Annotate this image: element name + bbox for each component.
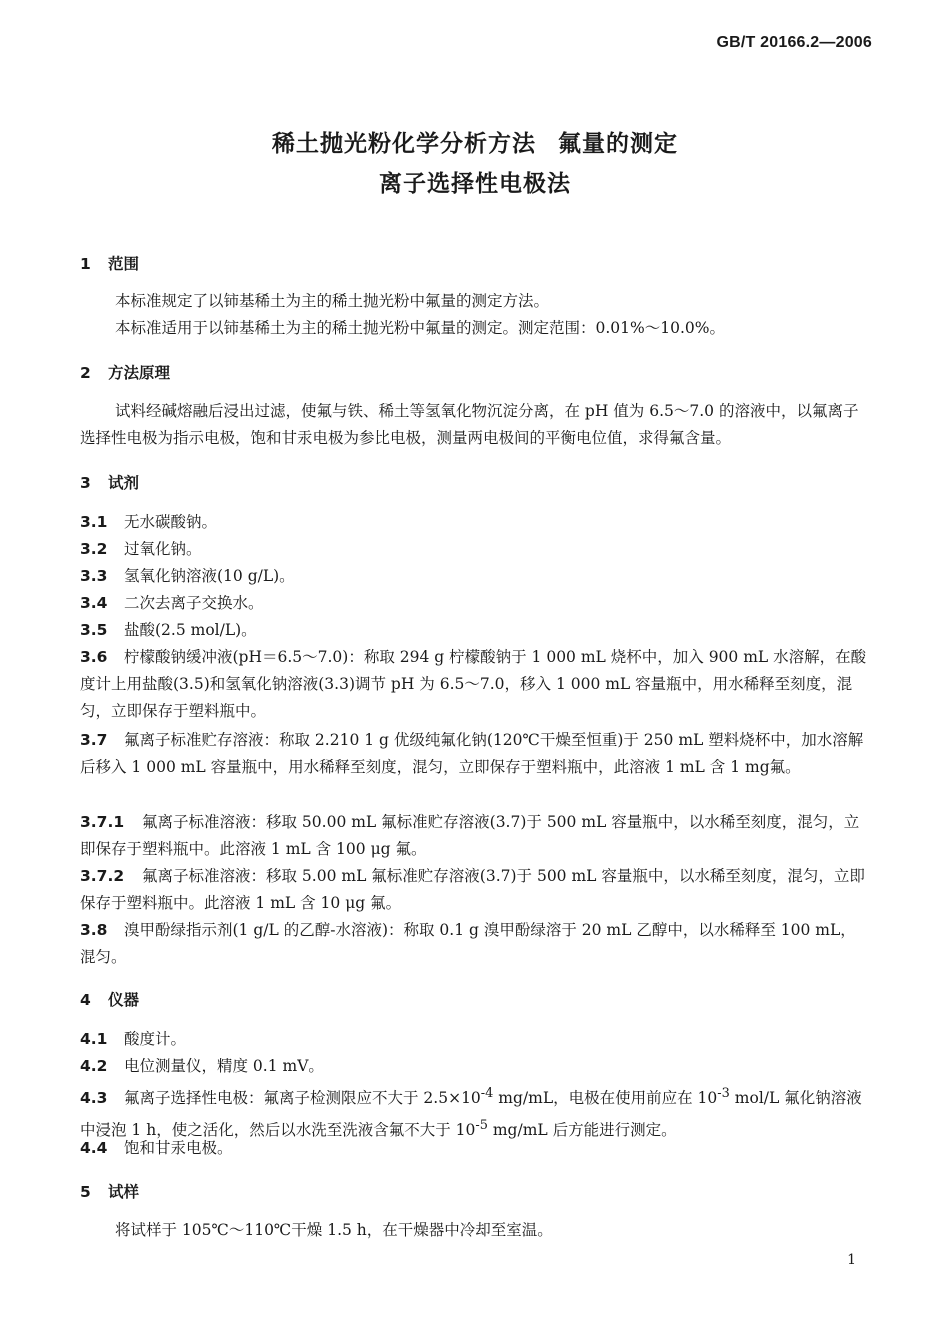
item-text: 柠檬酸钠缓冲液(pH＝6.5～7.0)：称取 294 g 柠檬酸钠于 1 000 mL 烧杯中，加入 900 mL 水溶解，在酸度计上用盐酸(3.5)和氢氧化钠溶液(3.3)调节 pH 为 6.5～7.0，移入 1 000 mL 容量瓶中，用水稀释至刻度，混匀，立即保存于塑料瓶中。 (80, 648, 867, 720)
apparatus-item (80, 1053, 870, 1080)
item-text: 盐酸(2.5 mol/L)。 (124, 621, 257, 639)
reagent-item (80, 563, 870, 590)
section-title: 试样 (108, 1183, 140, 1201)
section-title: 仪器 (108, 991, 140, 1009)
item-number: 3.5 (80, 621, 108, 639)
item-text: 酸度计。 (124, 1030, 187, 1048)
reagent-item (80, 727, 870, 781)
section-title: 范围 (108, 255, 140, 273)
reagent-item (80, 644, 870, 725)
section-1-heading (80, 252, 139, 274)
item-text: 氟离子标准贮存溶液：称取 2.210 1 g 优级纯氟化钠(120℃干燥至恒重)于 250 mL 塑料烧杯中，加水溶解后移入 1 000 mL 容量瓶中，用水稀释至刻度，混匀，立即保存于塑料瓶中，此溶液 1 mL 含 1 mg氟。 (80, 731, 864, 776)
reagent-item (80, 617, 870, 644)
section-2-para-1: 试料经碱熔融后浸出过滤，使氟与铁、稀土等氢氧化物沉淀分离，在 pH 值为 6.5～7.0 的溶液中，以氟离子选择性电极为指示电极，饱和甘汞电极为参比电极，测量两电极间的平衡电位值，求得氟含量。 (80, 402, 859, 447)
item-text: 过氧化钠。 (124, 540, 202, 558)
section-title: 试剂 (108, 474, 140, 492)
section-number: 4 (80, 991, 91, 1009)
item-text: 溴甲酚绿指示剂(1 g/L 的乙醇-水溶液)：称取 0.1 g 溴甲酚绿溶于 20 mL 乙醇中，以水稀释至 100 mL，混匀。 (80, 921, 856, 966)
apparatus-item (80, 1026, 870, 1053)
item-text-b: mg/mL，电极在使用前应在 10 (493, 1089, 718, 1108)
reagent-item (80, 536, 870, 563)
section-2-heading (80, 361, 170, 383)
item-number: 3.7.2 (80, 867, 125, 885)
section-number: 2 (80, 364, 91, 382)
item-text-c: mol/L 氟化钠溶液中浸泡 1 h，使之活化，然后以水洗至洗液含氟不大于 10 (80, 1089, 862, 1140)
item-text: 氟离子标准溶液：移取 50.00 mL 氟标准贮存溶液(3.7)于 500 mL 容量瓶中，以水稀至刻度，混匀，立即保存于塑料瓶中。此溶液 1 mL 含 100 μg 氟。 (80, 813, 860, 858)
item-number: 3.6 (80, 648, 108, 666)
item-number: 3.7 (80, 731, 108, 749)
item-text: 二次去离子交换水。 (124, 594, 264, 612)
item-text: 氢氧化钠溶液(10 g/L)。 (124, 567, 295, 585)
apparatus-item (80, 1135, 870, 1162)
item-number: 3.3 (80, 567, 108, 585)
item-text: 电位测量仪，精度 0.1 mV。 (124, 1057, 324, 1075)
reagent-item (80, 863, 870, 917)
title-subject: 氟量的测定 (558, 131, 678, 157)
section-1-para-1: 本标准规定了以铈基稀土为主的稀土抛光粉中氟量的测定方法。 (115, 292, 550, 310)
reagent-item (80, 509, 870, 536)
item-text: 无水碳酸钠。 (124, 513, 218, 531)
section-5-heading (80, 1180, 139, 1202)
page-number: 1 (847, 1252, 856, 1268)
section-4-heading (80, 988, 139, 1010)
item-number: 3.2 (80, 540, 108, 558)
reagent-item (80, 917, 870, 971)
exponent: -5 (475, 1118, 488, 1134)
section-5-para-1: 将试样于 105℃～110℃干燥 1.5 h，在干燥器中冷却至室温。 (115, 1221, 553, 1239)
section-3-heading (80, 471, 139, 493)
item-number: 3.1 (80, 513, 108, 531)
item-text: 饱和甘汞电极。 (124, 1139, 233, 1157)
item-number: 3.8 (80, 921, 108, 939)
item-text-a: 氟离子选择性电极：氟离子检测限应不大于 2.5×10 (124, 1089, 481, 1108)
section-number: 5 (80, 1183, 91, 1201)
section-1-para-2: 本标准适用于以铈基稀土为主的稀土抛光粉中氟量的测定。测定范围：0.01%～10.0%。 (115, 319, 725, 337)
item-number: 4.1 (80, 1030, 108, 1048)
standard-code: GB/T 20166.2—2006 (716, 34, 872, 51)
item-number: 4.3 (80, 1089, 108, 1108)
item-text-d: mg/mL 后方能进行测定。 (487, 1121, 677, 1140)
exponent: -3 (717, 1086, 730, 1101)
item-number: 3.7.1 (80, 813, 125, 831)
item-number: 4.2 (80, 1057, 108, 1075)
document-title-line2: 离子选择性电极法 (379, 171, 571, 197)
item-number: 4.4 (80, 1139, 108, 1157)
document-title-line1 (0, 125, 950, 158)
exponent: -4 (480, 1086, 494, 1101)
reagent-item (80, 590, 870, 617)
section-number: 1 (80, 255, 91, 273)
item-number: 3.4 (80, 594, 108, 612)
section-number: 3 (80, 474, 91, 492)
item-text: 氟离子标准溶液：移取 5.00 mL 氟标准贮存溶液(3.7)于 500 mL 容量瓶中，以水稀至刻度，混匀，立即保存于塑料瓶中。此溶液 1 mL 含 10 μg 氟。 (80, 867, 865, 912)
title-main: 稀土抛光粉化学分析方法 (272, 131, 536, 157)
section-title: 方法原理 (108, 364, 171, 382)
reagent-item (80, 809, 870, 863)
